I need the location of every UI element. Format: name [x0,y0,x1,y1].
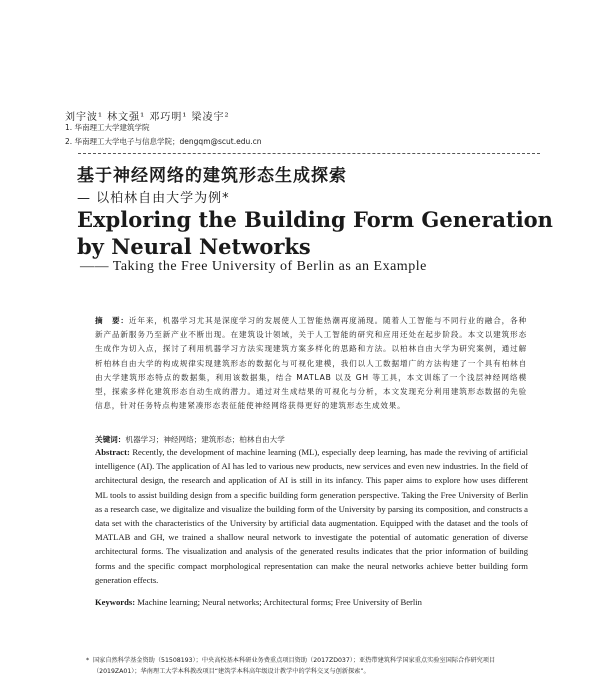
english-title-line-2: by Neural Networks [77,234,311,259]
english-subtitle: —— Taking the Free University of Berlin as an Example [80,259,427,274]
english-keywords-label: Keywords: [95,597,136,607]
chinese-abstract-label: 摘 要： [95,316,129,325]
chinese-subtitle: — 以柏林自由大学为例* [77,191,230,206]
funding-footnote [86,655,523,677]
affiliation-2: 2. 华南理工大学电子与信息学院；dengqm@scut.edu.cn [65,137,262,146]
english-keywords [95,597,422,607]
header-divider [78,153,540,154]
author-list: 刘宇波¹ 林文强¹ 邓巧明¹ 梁凌宇² [65,112,230,123]
chinese-keywords-label: 关键词： [95,435,126,444]
chinese-abstract [95,314,527,413]
footnote-text: 国家自然科学基金资助（51508193）；中央高校基本科研业务费重点项目资助（2017ZD037）；亚热带建筑科学国家重点实验室国际合作研究项目（2019ZA01）；华南理工大学本科教改项目“建筑学本科高年级设计教学中的学科交叉与创新探索”。 [93,657,496,675]
chinese-keywords-text: 机器学习；神经网络；建筑形态；柏林自由大学 [125,435,285,444]
footnote-marker: * [86,657,90,664]
english-title-line-1: Exploring the Building Form Generation [77,207,553,232]
english-abstract-label: Abstract: [95,447,130,457]
chinese-title: 基于神经网络的建筑形态生成探索 [77,166,347,186]
english-abstract-text: Recently, the development of machine learning (ML), especially deep learning, has made the reviving of artificial intelligence (AI). The application of AI has led to various new products, new services and even new industries. In the field of architectural design, the research and application of AI is still in its infancy. This paper aims to explore how uses different ML tools to assist building design from a specific building form generation perspective. Taking the Free University of Berlin as a research case, we digitalize and visualize the building form of the University by parsing its composition, and constructs a data set with the characteristics of the University by artificial data augmentation. Equipped with the dataset and the tools of MATLAB and GH, we trained a shallow neural network to investigate the potential of automatic generation of diverse architectural forms. The visualization and analysis of the generated results indicates that the prior information of building forms and the specific compact morphological representation can make the neural networks achieve better building form generation effects. [95,447,528,585]
english-abstract [95,445,528,587]
chinese-abstract-text: 近年来，机器学习尤其是深度学习的发展使人工智能热潮再度涌现。随着人工智能与不同行业的融合，各种新产品新服务乃至新产业不断出现。在建筑设计领域，关于人工智能的研究和应用还处在起步阶段。本文以建筑形态生成作为切入点，探讨了利用机器学习方法实现建筑方案多样化的思路和方法。以柏林自由大学为研究案例，通过解析柏林自由大学的构成规律实现建筑形态的数据化与可视化建模，我们以人工数据增广的方法构建了一个具有柏林自由大学建筑形态特点的数据集，利用该数据集，结合 MATLAB 以及 GH 等工具，本文训练了一个浅层神经网络模型，探索多样化建筑形态自动生成的潜力。通过对生成结果的可视化与分析，本文发现充分利用建筑形态数据的先验信息，针对任务特点构建紧凑形态表征能使神经网络获得更好的建筑形态生成效果。 [95,316,527,411]
english-keywords-text: Machine learning; Neural networks; Architectural forms; Free University of Berlin [137,597,422,607]
affiliation-1: 1. 华南理工大学建筑学院 [65,123,150,132]
chinese-keywords [95,434,285,445]
